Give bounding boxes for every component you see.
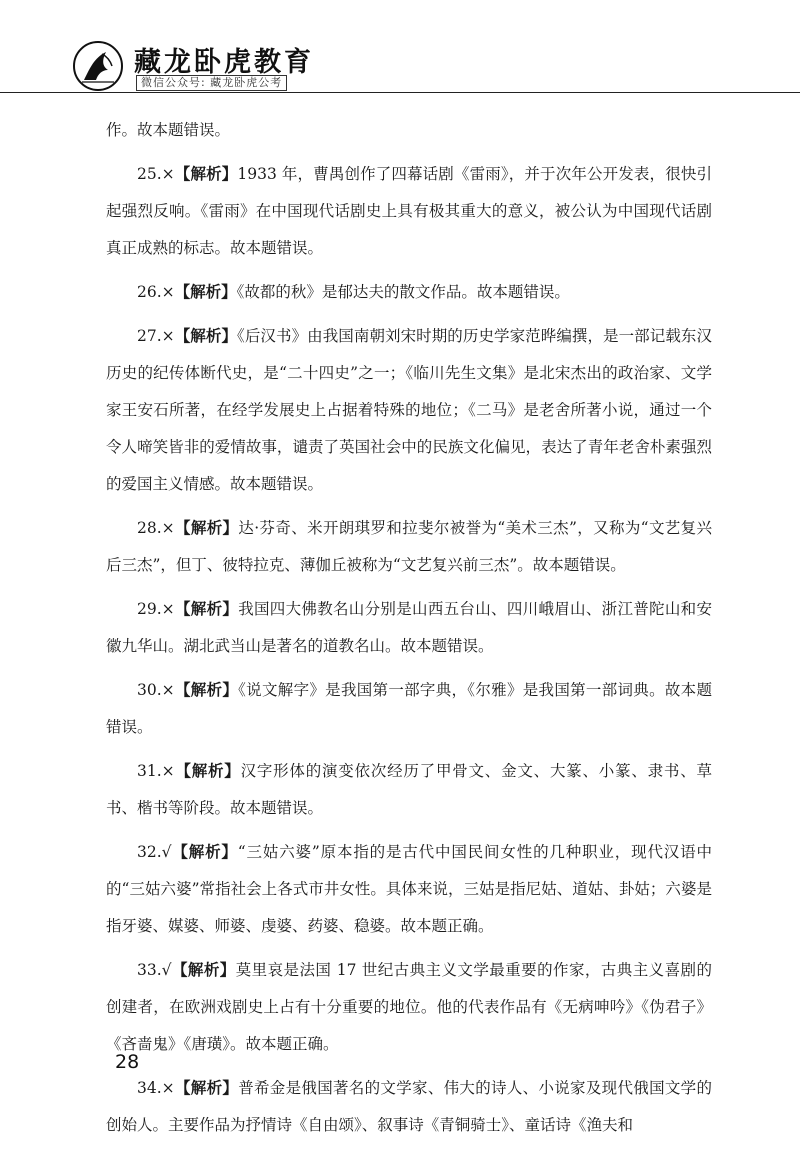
- paragraph-text: 莫里哀是法国 17 世纪古典主义文学最重要的作家，古典主义喜剧的创建者，在欧洲戏剧史上占有十分重要的地位。他的代表作品有《无病呻吟》《伪君子》《吝啬鬼》《唐璜》。故本题正确。: [106, 961, 712, 1053]
- item-number: 25.: [137, 165, 162, 183]
- item-number: 28.: [137, 519, 162, 537]
- item-number: 26.: [137, 283, 162, 301]
- analysis-tag: 【解析】: [174, 165, 238, 183]
- page-number: 28: [115, 1051, 140, 1073]
- paragraph-text: 汉字形体的演变依次经历了甲骨文、金文、大篆、小篆、隶书、草书、楷书等阶段。故本题错误。: [106, 762, 712, 817]
- brand-subtitle: 微信公众号: 藏龙卧虎公考: [136, 75, 287, 91]
- paragraph-text: “三姑六婆”原本指的是古代中国民间女性的几种职业，现代汉语中的“三姑六婆”常指社会上各式市井女性。具体来说，三姑是指尼姑、道姑、卦姑；六婆是指牙婆、媒婆、师婆、虔婆、药婆、稳婆。故本题正确。: [106, 843, 712, 935]
- item-number: 30.: [137, 681, 162, 699]
- answer-mark: ×: [161, 762, 175, 780]
- paragraph-text: 《说文解字》是我国第一部字典，《尔雅》是我国第一部词典。故本题错误。: [106, 681, 712, 736]
- analysis-tag: 【解析】: [174, 681, 239, 699]
- logo-icon: [72, 40, 124, 92]
- item-number: 29.: [137, 600, 162, 618]
- item-number: 27.: [137, 327, 162, 345]
- answer-item: [106, 510, 712, 584]
- answer-item: [106, 753, 712, 827]
- item-number: 31.: [137, 762, 162, 780]
- answer-mark: ×: [161, 1079, 175, 1097]
- page-header: [0, 0, 800, 96]
- item-number: 34.: [137, 1079, 162, 1097]
- header-divider: [0, 92, 800, 93]
- answer-item: [106, 274, 712, 311]
- continuation-paragraph: [106, 112, 712, 149]
- paragraph-text: 《故都的秋》是郁达夫的散文作品。故本题错误。: [236, 283, 570, 301]
- answer-item: [106, 156, 712, 267]
- analysis-tag: 【解析】: [174, 762, 241, 780]
- answer-mark: √: [161, 843, 172, 861]
- analysis-tag: 【解析】: [174, 1079, 239, 1097]
- paragraph-text: 1933 年，曹禺创作了四幕话剧《雷雨》，并于次年公开发表，很快引起强烈反响。《雷雨》在中国现代话剧史上具有极其重大的意义，被公认为中国现代话剧真正成熟的标志。故本题错误。: [106, 165, 712, 257]
- answer-mark: ×: [161, 519, 175, 537]
- analysis-tag: 【解析】: [174, 283, 237, 301]
- answer-item: [106, 1070, 712, 1144]
- answer-mark: √: [161, 961, 172, 979]
- paragraph-text: 我国四大佛教名山分别是山西五台山、四川峨眉山、浙江普陀山和安徽九华山。湖北武当山是著名的道教名山。故本题错误。: [106, 600, 712, 655]
- analysis-tag: 【解析】: [171, 843, 238, 861]
- answer-item: [106, 591, 712, 665]
- brand-title: 藏龙卧虎教育: [134, 47, 314, 78]
- item-number: 33.: [137, 961, 162, 979]
- answer-mark: ×: [161, 600, 175, 618]
- answer-mark: ×: [161, 681, 175, 699]
- answer-item: [106, 834, 712, 945]
- paragraph-text: 《后汉书》由我国南朝刘宋时期的历史学家范晔编撰，是一部记载东汉历史的纪传体断代史，是“二十四史”之一；《临川先生文集》是北宋杰出的政治家、文学家王安石所著，在经学发展史上占据着特殊的地位；《二马》是老舍所著小说，通过一个令人啼笑皆非的爱情故事，谴责了英国社会中的民族文化偏见，表达了青年老舍朴素强烈的爱国主义情感。故本题错误。: [106, 327, 712, 493]
- analysis-tag: 【解析】: [174, 327, 238, 345]
- answer-mark: ×: [161, 327, 175, 345]
- answer-item: [106, 318, 712, 503]
- analysis-tag: 【解析】: [171, 961, 236, 979]
- item-number: 32.: [137, 843, 162, 861]
- paragraph-text: 普希金是俄国著名的文学家、伟大的诗人、小说家及现代俄国文学的创始人。主要作品为抒情诗《自由颂》、叙事诗《青铜骑士》、童话诗《渔夫和: [106, 1079, 712, 1134]
- analysis-tag: 【解析】: [174, 600, 239, 618]
- answer-item: [106, 672, 712, 746]
- paragraph-text: 达·芬奇、米开朗琪罗和拉斐尔被誉为“美术三杰”，又称为“文艺复兴后三杰”，但丁、彼特拉克、薄伽丘被称为“文艺复兴前三杰”。故本题错误。: [106, 519, 712, 574]
- answer-explanations: [106, 112, 712, 1151]
- answer-mark: ×: [161, 165, 175, 183]
- paragraph-text: 作。故本题错误。: [106, 121, 231, 139]
- analysis-tag: 【解析】: [174, 519, 239, 537]
- answer-item: [106, 952, 712, 1063]
- answer-mark: ×: [161, 283, 175, 301]
